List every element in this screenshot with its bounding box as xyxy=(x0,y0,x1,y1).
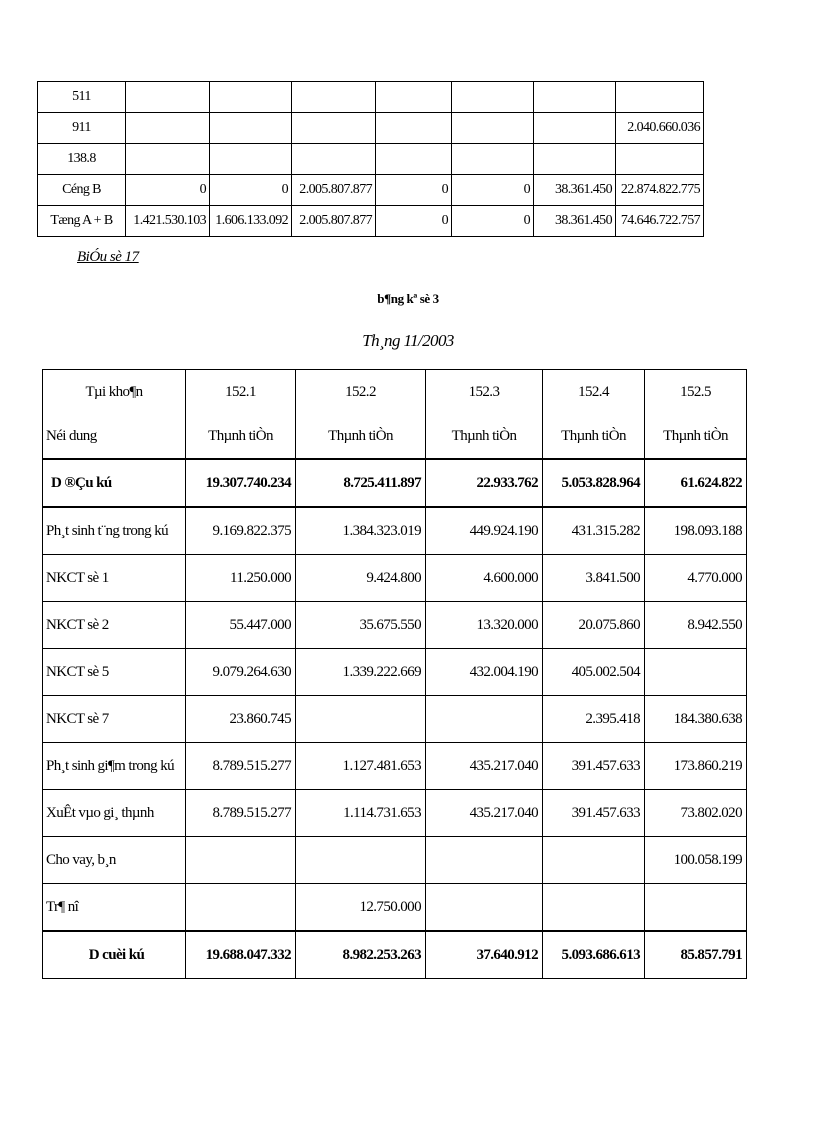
table-cell: 198.093.188 xyxy=(645,507,747,555)
table-cell xyxy=(292,82,376,113)
table-cell: 1.339.222.669 xyxy=(296,649,426,696)
table-cell: 37.640.912 xyxy=(426,931,543,979)
table-cell: 9.079.264.630 xyxy=(186,649,296,696)
table-cell: 0 xyxy=(452,175,534,206)
header-cell: Thµnh tiÒn xyxy=(296,414,426,459)
row-label: NKCT sè 1 xyxy=(43,555,186,602)
table-cell: 0 xyxy=(452,206,534,237)
table-cell xyxy=(616,144,704,175)
table-cell xyxy=(452,82,534,113)
table-cell: 55.447.000 xyxy=(186,602,296,649)
table-cell: 0 xyxy=(376,206,452,237)
header-cell: 152.2 xyxy=(296,370,426,415)
table-cell xyxy=(376,82,452,113)
row-label: 138.8 xyxy=(38,144,126,175)
table-cell: 9.424.800 xyxy=(296,555,426,602)
table-cell xyxy=(616,82,704,113)
document-title: b¶ng kª sè 3 xyxy=(377,291,439,306)
header-cell: Néi dung xyxy=(43,414,186,459)
header-cell: 152.4 xyxy=(543,370,645,415)
table-cell xyxy=(292,144,376,175)
table-cell: 1.606.133.092 xyxy=(210,206,292,237)
header-cell: 152.1 xyxy=(186,370,296,415)
table-cell: 12.750.000 xyxy=(296,884,426,932)
table-cell xyxy=(543,884,645,932)
row-label: D cuèi kú xyxy=(43,931,186,979)
table-cell: 2.005.807.877 xyxy=(292,175,376,206)
header-cell: Thµnh tiÒn xyxy=(645,414,747,459)
table-row xyxy=(43,743,747,790)
table-cell xyxy=(186,837,296,884)
table-cell: 73.802.020 xyxy=(645,790,747,837)
table-cell xyxy=(210,113,292,144)
table-cell xyxy=(126,144,210,175)
table-cell: 173.860.219 xyxy=(645,743,747,790)
table-cell: 5.093.686.613 xyxy=(543,931,645,979)
table-cell xyxy=(426,696,543,743)
table-cell xyxy=(210,82,292,113)
table-cell: 38.361.450 xyxy=(534,175,616,206)
table-cell: 61.624.822 xyxy=(645,459,747,507)
table-cell: 8.942.550 xyxy=(645,602,747,649)
table-cell xyxy=(645,649,747,696)
table-cell: 2.005.807.877 xyxy=(292,206,376,237)
table-cell: 19.688.047.332 xyxy=(186,931,296,979)
table-cell: 4.600.000 xyxy=(426,555,543,602)
header-row-content xyxy=(43,414,747,459)
table-cell: 23.860.745 xyxy=(186,696,296,743)
header-cell: Thµnh tiÒn xyxy=(186,414,296,459)
table-cell: 0 xyxy=(376,175,452,206)
table-cell xyxy=(452,113,534,144)
table-row xyxy=(38,144,704,175)
header-cell: Thµnh tiÒn xyxy=(543,414,645,459)
table-row xyxy=(43,837,747,884)
table-cell: 4.770.000 xyxy=(645,555,747,602)
table-cell: 22.933.762 xyxy=(426,459,543,507)
table-cell: 8.982.253.263 xyxy=(296,931,426,979)
table-cell: 184.380.638 xyxy=(645,696,747,743)
table-cell: 3.841.500 xyxy=(543,555,645,602)
table-cell: 435.217.040 xyxy=(426,790,543,837)
table-cell: 1.114.731.653 xyxy=(296,790,426,837)
table-cell xyxy=(452,144,534,175)
header-cell: Thµnh tiÒn xyxy=(426,414,543,459)
header-cell: 152.3 xyxy=(426,370,543,415)
table-cell: 2.395.418 xyxy=(543,696,645,743)
document-subtitle: Th¸ng 11/2003 xyxy=(362,331,454,350)
table-cell xyxy=(534,82,616,113)
row-label: XuÊt vµo gi¸ thµnh xyxy=(43,790,186,837)
table-cell: 5.053.828.964 xyxy=(543,459,645,507)
table-cell xyxy=(534,113,616,144)
figure-caption: BiÓu sè 17 xyxy=(77,249,139,265)
table-cell: 0 xyxy=(210,175,292,206)
row-label: Ph¸t sinh t¨ng trong kú xyxy=(43,507,186,555)
header-row-account xyxy=(43,370,747,415)
table-cell xyxy=(426,884,543,932)
table-cell: 13.320.000 xyxy=(426,602,543,649)
table-row xyxy=(43,696,747,743)
summary-table xyxy=(37,81,704,237)
row-label: NKCT sè 2 xyxy=(43,602,186,649)
table-cell xyxy=(126,82,210,113)
table-cell: 35.675.550 xyxy=(296,602,426,649)
table-cell: 20.075.860 xyxy=(543,602,645,649)
table-cell: 85.857.791 xyxy=(645,931,747,979)
table-cell xyxy=(426,837,543,884)
table-cell: 1.127.481.653 xyxy=(296,743,426,790)
row-label: NKCT sè 7 xyxy=(43,696,186,743)
table-cell xyxy=(376,144,452,175)
table-cell xyxy=(296,696,426,743)
table-row xyxy=(38,175,704,206)
table-row xyxy=(43,931,747,979)
table-cell: 8.725.411.897 xyxy=(296,459,426,507)
table-cell: 449.924.190 xyxy=(426,507,543,555)
table-cell xyxy=(292,113,376,144)
row-label: 511 xyxy=(38,82,126,113)
table-cell: 1.384.323.019 xyxy=(296,507,426,555)
row-label: Cho vay, b¸n xyxy=(43,837,186,884)
table-row xyxy=(43,602,747,649)
table-cell xyxy=(186,884,296,932)
table-row xyxy=(38,206,704,237)
row-label: 911 xyxy=(38,113,126,144)
table-cell: 1.421.530.103 xyxy=(126,206,210,237)
table-row xyxy=(43,884,747,932)
table-cell: 405.002.504 xyxy=(543,649,645,696)
table-cell: 19.307.740.234 xyxy=(186,459,296,507)
table-cell xyxy=(534,144,616,175)
table-cell: 9.169.822.375 xyxy=(186,507,296,555)
table-cell: 2.040.660.036 xyxy=(616,113,704,144)
table-cell xyxy=(126,113,210,144)
table-row xyxy=(43,649,747,696)
table-cell: 11.250.000 xyxy=(186,555,296,602)
table-row xyxy=(38,82,704,113)
table-row xyxy=(43,555,747,602)
table-row xyxy=(38,113,704,144)
table-row xyxy=(43,459,747,507)
header-cell: Tµi kho¶n xyxy=(43,370,186,415)
row-label: Tæng A + B xyxy=(38,206,126,237)
row-label: D ®Çu kú xyxy=(43,459,186,507)
table-cell xyxy=(296,837,426,884)
table-cell: 435.217.040 xyxy=(426,743,543,790)
table-cell xyxy=(645,884,747,932)
table-row xyxy=(43,790,747,837)
row-label: Ph¸t sinh gi¶m trong kú xyxy=(43,743,186,790)
table-cell xyxy=(376,113,452,144)
row-label: Céng B xyxy=(38,175,126,206)
table-cell xyxy=(210,144,292,175)
table-cell: 74.646.722.757 xyxy=(616,206,704,237)
table-cell: 391.457.633 xyxy=(543,743,645,790)
table-cell: 38.361.450 xyxy=(534,206,616,237)
table-cell: 431.315.282 xyxy=(543,507,645,555)
table-cell: 391.457.633 xyxy=(543,790,645,837)
table-cell: 8.789.515.277 xyxy=(186,743,296,790)
header-cell: 152.5 xyxy=(645,370,747,415)
table-cell: 100.058.199 xyxy=(645,837,747,884)
statement-table xyxy=(42,369,747,979)
table-cell: 8.789.515.277 xyxy=(186,790,296,837)
row-label: NKCT sè 5 xyxy=(43,649,186,696)
table-cell: 0 xyxy=(126,175,210,206)
table-row xyxy=(43,507,747,555)
row-label: Tr¶ nî xyxy=(43,884,186,932)
table-cell xyxy=(543,837,645,884)
table-cell: 22.874.822.775 xyxy=(616,175,704,206)
table-cell: 432.004.190 xyxy=(426,649,543,696)
